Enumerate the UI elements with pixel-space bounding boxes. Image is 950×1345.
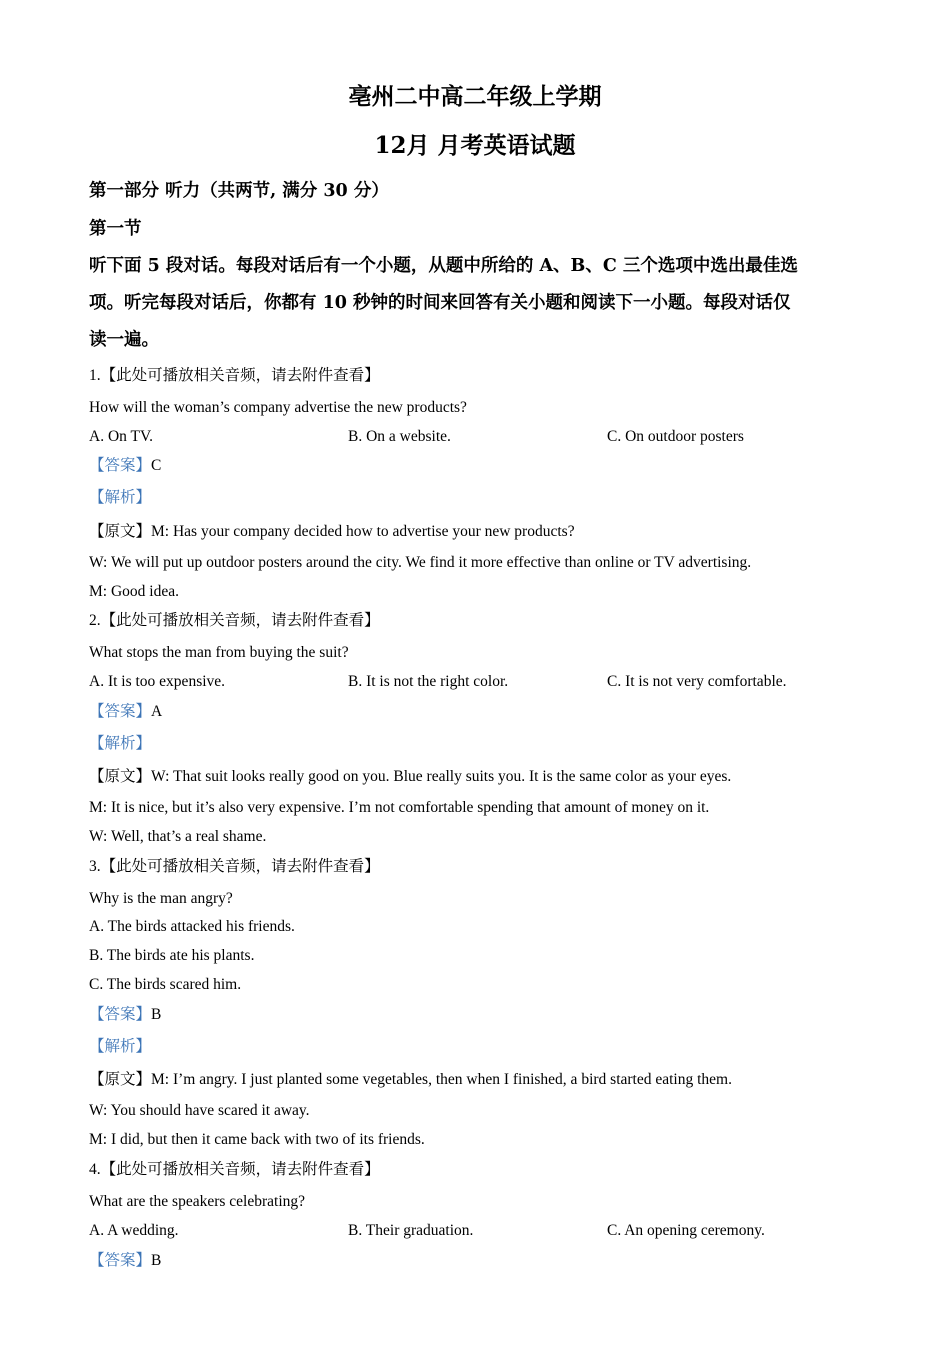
analysis-line — [89, 1037, 151, 1057]
option-b: B. It is not the right color. — [348, 673, 509, 690]
original-label: 【原文】 — [89, 523, 152, 540]
original-label: 【原文】 — [89, 768, 152, 785]
transcript-line — [89, 522, 575, 542]
option-a: A. It is too expensive. — [89, 673, 226, 690]
option-c: C. On outdoor posters — [607, 428, 744, 445]
question-header — [89, 611, 380, 631]
answer-line — [89, 1005, 161, 1025]
answer-line — [89, 456, 161, 476]
question-number: 1. — [89, 367, 101, 384]
answer-value: A — [151, 703, 163, 720]
option-a: A. A wedding. — [89, 1222, 179, 1239]
answer-value: B — [151, 1252, 162, 1269]
transcript-line: W: We will put up outdoor posters around the city. We find it more effective than online or TV advertising. — [89, 554, 752, 571]
transcript-line: M: It is nice, but it’s also very expensive. I’m not comfortable spending that amount of money on it. — [89, 799, 710, 816]
question-text: How will the woman’s company advertise the new products? — [89, 399, 467, 416]
analysis-line — [89, 488, 151, 508]
transcript-line — [89, 767, 731, 787]
answer-label: 【答案】 — [89, 703, 152, 720]
question-header — [89, 366, 380, 386]
page-subtitle: 12月 月考英语试题 — [374, 132, 576, 159]
option-b: B. Their graduation. — [348, 1222, 474, 1239]
original-label: 【原文】 — [89, 1071, 152, 1088]
question-text: What are the speakers celebrating? — [89, 1193, 306, 1210]
option-c: C. It is not very comfortable. — [607, 673, 787, 690]
transcript-line: W: You should have scared it away. — [89, 1102, 310, 1119]
transcript-text: M: I’m angry. I just planted some vegetables, then when I finished, a bird started eating them. — [151, 1071, 732, 1088]
answer-line — [89, 702, 162, 722]
transcript-line: M: Good idea. — [89, 583, 179, 600]
question-header — [89, 1160, 380, 1180]
transcript-line: M: I did, but then it came back with two of its friends. — [89, 1131, 425, 1148]
transcript-line: W: Well, that’s a real shame. — [89, 828, 267, 845]
question-text: What stops the man from buying the suit? — [89, 644, 349, 661]
analysis-line — [89, 734, 151, 754]
option-c: C. An opening ceremony. — [607, 1222, 765, 1239]
question-header — [89, 857, 380, 877]
answer-value: C — [151, 457, 162, 474]
option-a: A. The birds attacked his friends. — [89, 918, 295, 935]
answer-line — [89, 1251, 161, 1271]
subsection-heading: 第一节 — [89, 219, 142, 239]
question-number: 4. — [89, 1161, 101, 1178]
option-c: C. The birds scared him. — [89, 976, 242, 993]
audio-note: 【此处可播放相关音频，请去附件查看】 — [100, 612, 380, 629]
instruction-line: 读一遍。 — [89, 330, 159, 350]
transcript-text: M: Has your company decided how to advertise your new products? — [151, 523, 575, 540]
transcript-line — [89, 1070, 732, 1090]
transcript-text: W: That suit looks really good on you. Blue really suits you. It is the same color as your eyes. — [151, 768, 732, 785]
option-b: B. On a website. — [348, 428, 451, 445]
question-text: Why is the man angry? — [89, 890, 233, 907]
question-number: 2. — [89, 612, 101, 629]
section-heading: 第一部分 听力（共两节, 满分 30 分） — [89, 181, 389, 201]
answer-label: 【答案】 — [89, 1252, 152, 1269]
answer-label: 【答案】 — [89, 457, 152, 474]
audio-note: 【此处可播放相关音频，请去附件查看】 — [100, 1161, 380, 1178]
analysis-label: 【解析】 — [89, 489, 152, 506]
option-b: B. The birds ate his plants. — [89, 947, 255, 964]
answer-label: 【答案】 — [89, 1006, 152, 1023]
audio-note: 【此处可播放相关音频，请去附件查看】 — [100, 858, 380, 875]
question-number: 3. — [89, 858, 101, 875]
analysis-label: 【解析】 — [89, 735, 152, 752]
option-a: A. On TV. — [89, 428, 154, 445]
page-title: 亳州二中高二年级上学期 — [348, 83, 602, 110]
instruction-line: 项。听完每段对话后，你都有 10 秒钟的时间来回答有关小题和阅读下一小题。每段对话仅 — [89, 293, 791, 313]
instruction-line: 听下面 5 段对话。每段对话后有一个小题，从题中所给的 A、B、C 三个选项中选出最佳选 — [89, 256, 798, 276]
analysis-label: 【解析】 — [89, 1038, 152, 1055]
audio-note: 【此处可播放相关音频，请去附件查看】 — [100, 367, 380, 384]
answer-value: B — [151, 1006, 162, 1023]
